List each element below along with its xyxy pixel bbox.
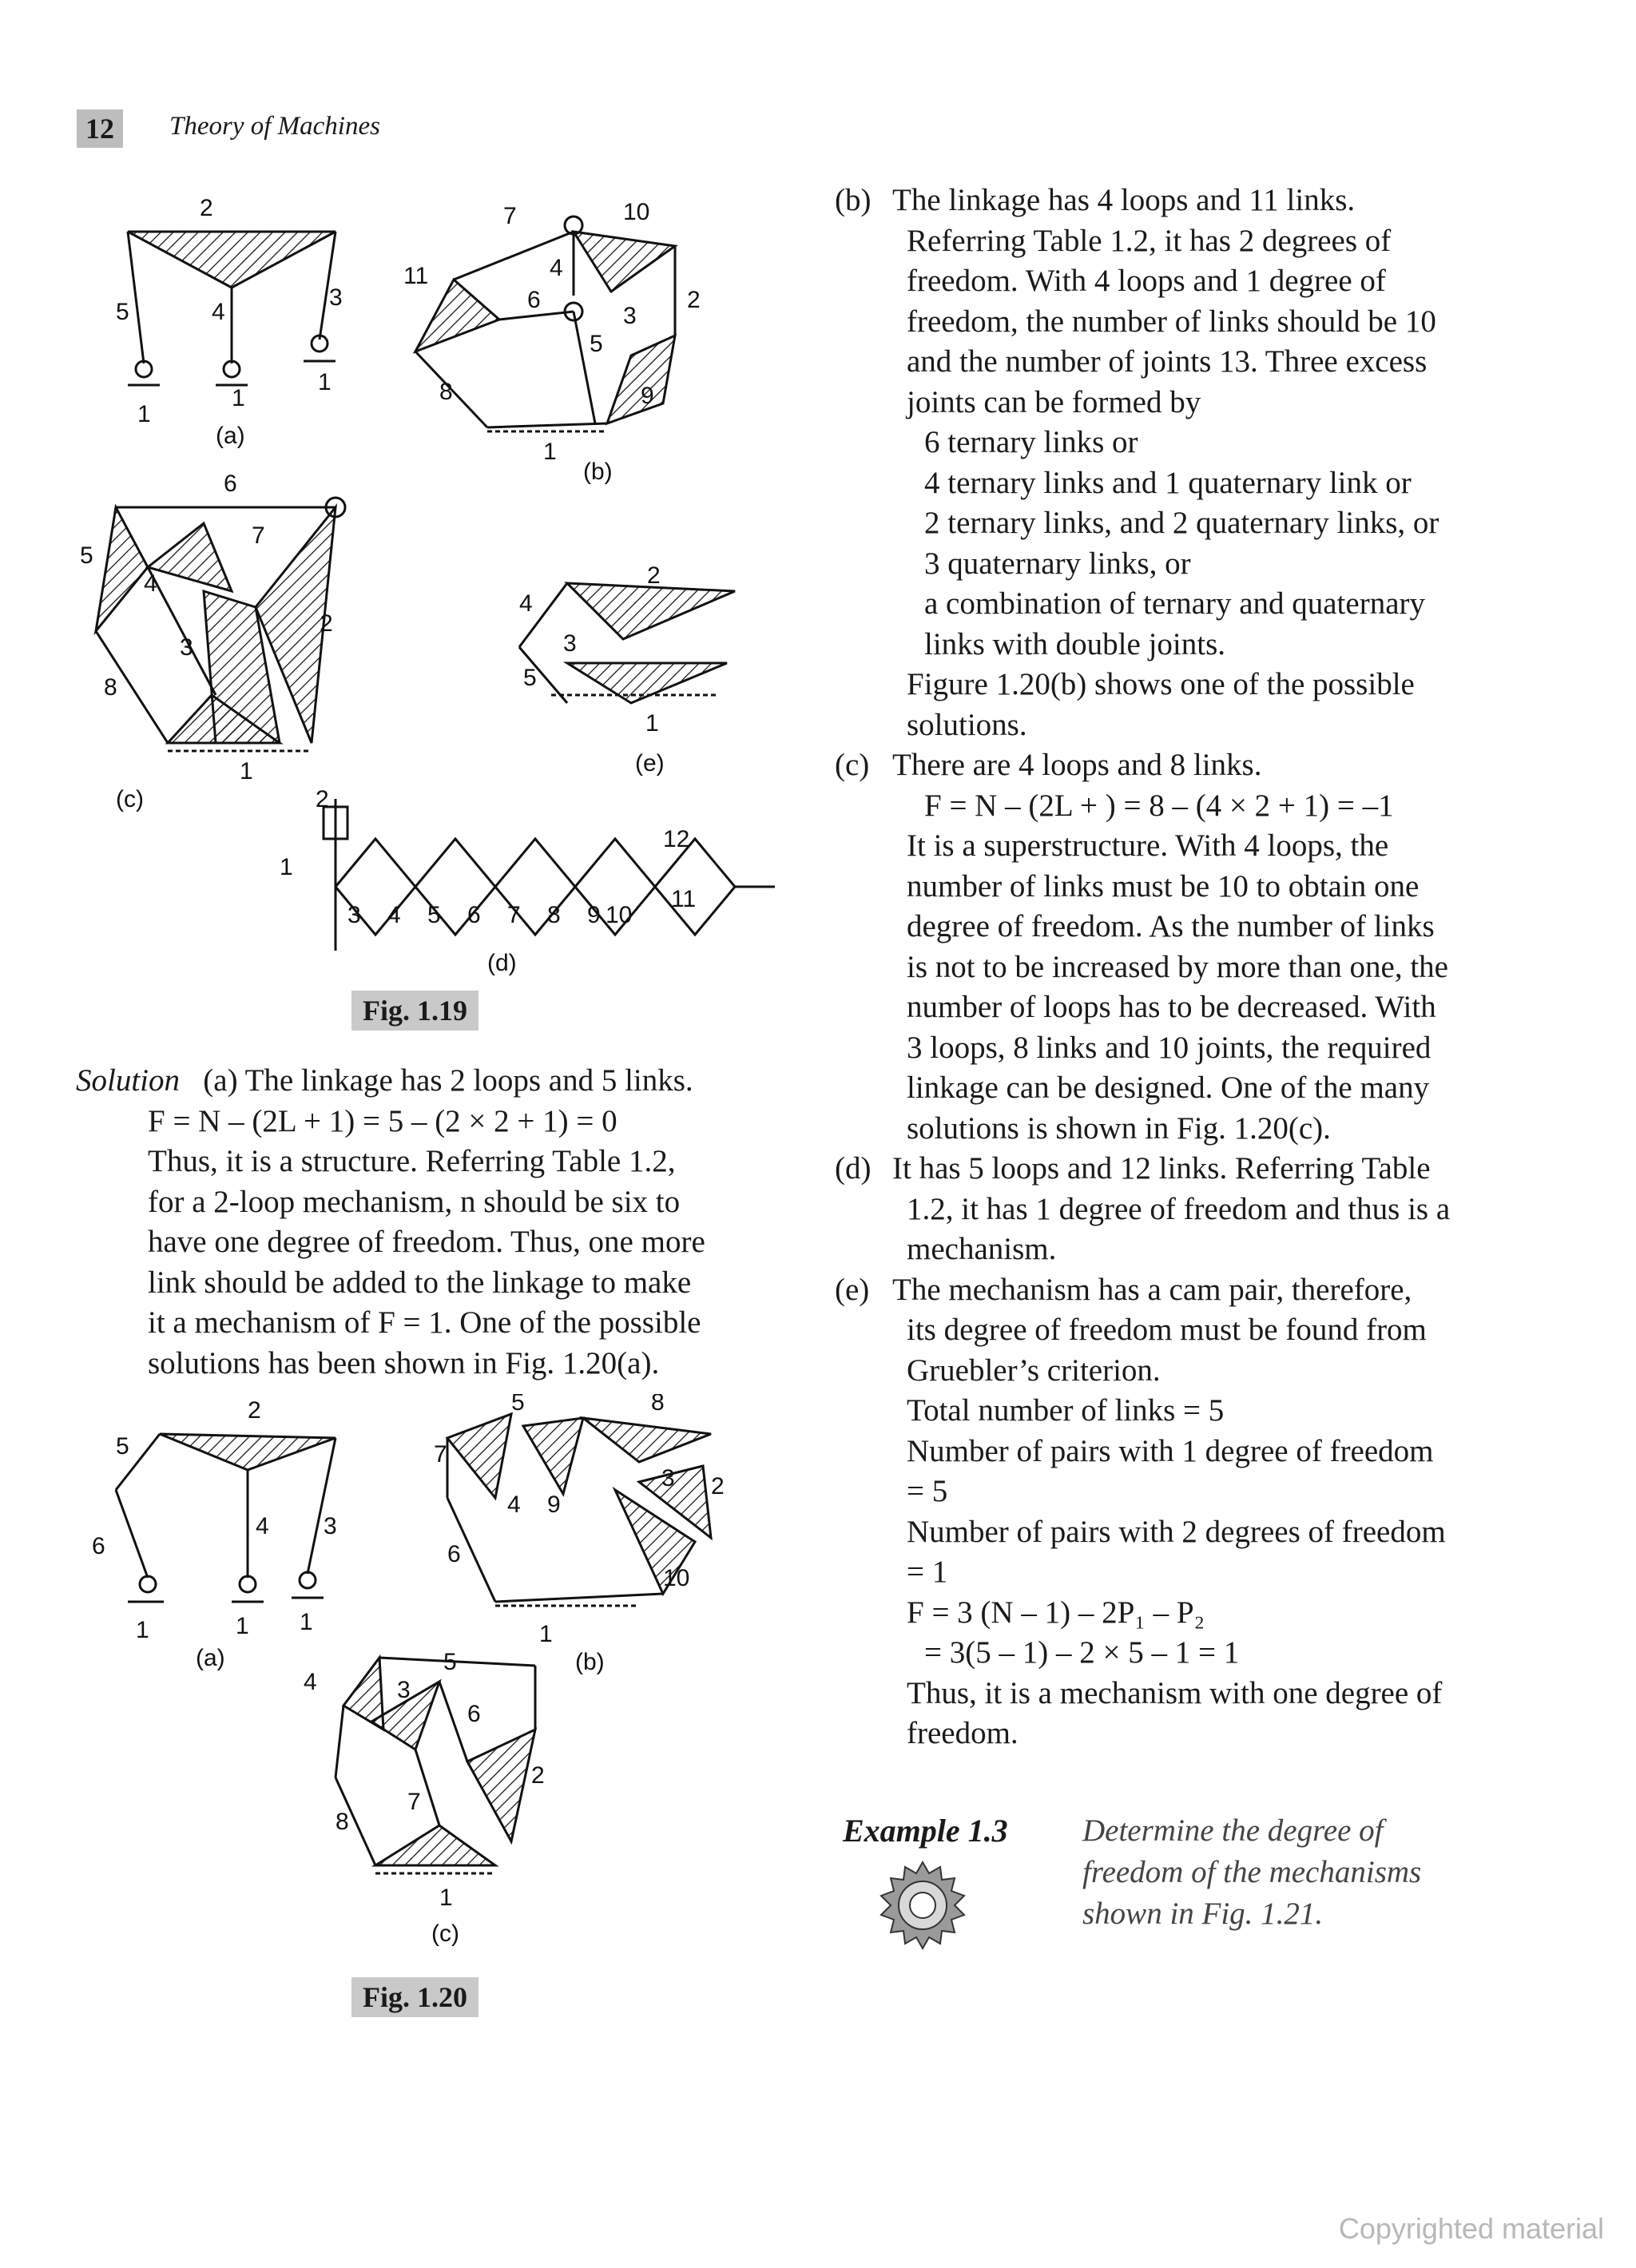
text-line: F = N – (2L + 1) = 5 – (2 × 2 + 1) = 0 xyxy=(148,1103,617,1138)
text-line: It is a superstructure. With 4 loops, the xyxy=(907,828,1389,863)
fig120-label: 10 xyxy=(663,1565,690,1591)
fig120-label: 5 xyxy=(116,1433,129,1460)
fig119-label: 2 xyxy=(200,195,213,221)
fig119-label: 8 xyxy=(439,379,453,405)
text-line: linkage can be designed. One of the many xyxy=(907,1070,1430,1105)
fig120-label: 8 xyxy=(651,1394,665,1416)
figure-1-20-diagrams xyxy=(80,1394,767,1953)
fig120-label: 1 xyxy=(300,1609,313,1635)
fig120-label: 2 xyxy=(531,1762,545,1789)
text-line: F = 3 (N – 1) – 2P₁ – P₂ xyxy=(907,1595,1205,1630)
text-line: = 1 xyxy=(907,1555,948,1589)
fig119-label: 5 xyxy=(590,331,603,357)
text-line: freedom. xyxy=(907,1716,1019,1750)
text-line: links with double joints. xyxy=(924,626,1226,661)
fig120-label: 3 xyxy=(324,1513,337,1539)
text-line: Figure 1.20(b) shows one of the possible xyxy=(907,667,1415,701)
fig119-label: 3 xyxy=(329,284,343,311)
fig120-label: 4 xyxy=(256,1513,269,1539)
fig119-label: 6 xyxy=(527,287,541,313)
text-line: freedom, the number of links should be 10 xyxy=(907,304,1436,339)
page-number: 12 xyxy=(77,109,123,148)
fig119-label: 4 xyxy=(144,570,157,597)
fig119-label: 4 xyxy=(212,299,225,325)
item-label: (b) xyxy=(835,183,872,217)
fig119-label: 5 xyxy=(523,665,537,691)
text-line: link should be added to the linkage to make xyxy=(148,1265,692,1300)
text-line: Thus, it is a structure. Referring Table 1.2, xyxy=(148,1144,676,1178)
fig119-label: 3 xyxy=(180,634,193,661)
fig119-label: 5 xyxy=(427,902,441,928)
text-line: 2 ternary links, and 2 quaternary links, or xyxy=(924,506,1439,540)
fig120-label: (a) xyxy=(196,1645,225,1671)
text-line: 6 ternary links or xyxy=(924,425,1138,459)
fig120-label: (c) xyxy=(431,1920,459,1947)
fig119-label: (d) xyxy=(487,950,517,976)
text-line: Gruebler’s criterion. xyxy=(907,1352,1161,1388)
fig120-label: 6 xyxy=(92,1533,105,1559)
fig119-label: 11 xyxy=(671,886,697,912)
fig120-label: 1 xyxy=(236,1613,249,1639)
fig119-label: 5 xyxy=(80,542,93,569)
fig120-label: 1 xyxy=(136,1617,149,1643)
fig119-label: 9 xyxy=(641,383,654,409)
text-line: a combination of ternary and quaternary xyxy=(924,586,1425,621)
text-line: shown in Fig. 1.21. xyxy=(1082,1897,1324,1931)
fig119-label: 8 xyxy=(104,674,117,701)
text-line: It has 5 loops and 12 links. Referring Table xyxy=(892,1151,1431,1186)
text-line: solutions is shown in Fig. 1.20(c). xyxy=(907,1110,1331,1146)
fig119-label: 1 xyxy=(137,401,151,427)
fig119-label: 7 xyxy=(252,522,265,549)
fig120-label: (b) xyxy=(575,1649,605,1675)
text-line: Number of pairs with 2 degrees of freedom xyxy=(907,1514,1446,1549)
fig120-label: 1 xyxy=(439,1885,453,1911)
text-line: freedom of the mechanisms xyxy=(1082,1855,1422,1889)
text-line: its degree of freedom must be found from xyxy=(907,1313,1427,1347)
fig119-label: 2 xyxy=(316,786,329,812)
fig119-label: 6 xyxy=(224,471,237,497)
fig119-label: 6 xyxy=(467,902,481,928)
item-label: (d) xyxy=(835,1151,872,1186)
item-label: (c) xyxy=(835,748,870,782)
text-line: mechanism. xyxy=(907,1232,1057,1266)
fig119-label: 2 xyxy=(647,562,661,589)
text-line: F = N – (2L + ) = 8 – (4 × 2 + 1) = –1 xyxy=(924,788,1394,823)
fig119-label: 4 xyxy=(550,255,563,281)
text-line: and the number of joints 13. Three excess xyxy=(907,344,1428,379)
solution-a xyxy=(76,1061,787,1384)
fig120-label: 7 xyxy=(407,1789,421,1815)
text-line: Determine the degree of xyxy=(1082,1813,1384,1848)
text-line: Total number of links = 5 xyxy=(907,1393,1225,1428)
fig119-label: 3 xyxy=(563,630,577,657)
fig119-label: (e) xyxy=(635,750,665,777)
fig120-label: 5 xyxy=(511,1394,525,1416)
text-line: (a) The linkage has 2 loops and 5 links. xyxy=(203,1063,693,1098)
fig120-label: 4 xyxy=(507,1491,521,1518)
text-line: solutions. xyxy=(907,707,1027,742)
running-title: Theory of Machines xyxy=(169,112,380,141)
text-line: Thus, it is a mechanism with one degree of xyxy=(907,1675,1443,1710)
text-line: = 5 xyxy=(907,1474,948,1508)
fig119-label: (a) xyxy=(216,423,245,449)
fig120-label: 8 xyxy=(336,1809,349,1835)
right-column xyxy=(835,181,1514,1754)
example-text xyxy=(1082,1810,1514,1935)
text-line: 3 quaternary links, or xyxy=(924,546,1191,581)
fig120-label: 2 xyxy=(711,1473,725,1499)
text-line: 3 loops, 8 links and 10 joints, the required xyxy=(907,1030,1432,1065)
text-line: freedom. With 4 loops and 1 degree of xyxy=(907,264,1386,298)
text-line: it a mechanism of F = 1. One of the possible xyxy=(148,1305,701,1340)
fig119-label: 1 xyxy=(318,369,332,395)
fig119-label: 8 xyxy=(547,902,561,928)
text-line: is not to be increased by more than one, the xyxy=(907,949,1448,984)
fig119-label: 10 xyxy=(623,199,650,225)
fig120-label: 9 xyxy=(547,1491,561,1518)
fig119-label: 2 xyxy=(320,610,333,637)
fig119-label: 7 xyxy=(507,902,521,928)
text-line: degree of freedom. As the number of links xyxy=(907,909,1435,943)
text-line: Number of pairs with 1 degree of freedom xyxy=(907,1433,1434,1468)
text-line: The linkage has 4 loops and 11 links. xyxy=(892,183,1356,217)
fig120-label: 5 xyxy=(443,1649,457,1675)
fig119-label: 7 xyxy=(503,203,517,229)
text-line: for a 2-loop mechanism, n should be six to xyxy=(148,1184,681,1219)
example-label: Example 1.3 xyxy=(843,1813,1008,1849)
fig119-label: 9 xyxy=(587,902,601,928)
fig119-label: 11 xyxy=(403,263,429,289)
fig120-label: 6 xyxy=(447,1541,461,1567)
fig119-label: 5 xyxy=(116,299,129,325)
text-line: There are 4 loops and 8 links. xyxy=(892,748,1262,782)
fig119-label: 4 xyxy=(387,902,401,928)
fig119-label: 3 xyxy=(347,902,361,928)
text-line: solutions has been shown in Fig. 1.20(a). xyxy=(148,1345,660,1380)
copyright-notice: Copyrighted material xyxy=(1338,2212,1604,2245)
fig119-label: 1 xyxy=(645,710,659,737)
fig119-label: 1 xyxy=(543,439,557,465)
text-line: 1.2, it has 1 degree of freedom and thus is a xyxy=(907,1191,1451,1226)
text-line: have one degree of freedom. Thus, one more xyxy=(148,1225,705,1259)
fig120-label: 1 xyxy=(539,1621,553,1647)
fig119-label: (b) xyxy=(583,459,613,485)
solution-heading: Solution xyxy=(76,1063,181,1098)
fig119-label: 2 xyxy=(687,287,701,313)
text-line: Referring Table 1.2, it has 2 degrees of xyxy=(907,223,1392,258)
fig120-label: 3 xyxy=(397,1677,411,1703)
figure-1-19-caption: Fig. 1.19 xyxy=(351,991,478,1031)
fig119-label: 10 xyxy=(606,902,633,928)
fig119-label: 1 xyxy=(280,854,293,880)
fig119-label: 1 xyxy=(232,385,245,411)
gear-icon xyxy=(875,1857,971,1953)
figure-1-20-caption: Fig. 1.20 xyxy=(351,1977,478,2017)
fig119-label: 1 xyxy=(240,758,253,784)
text-line: = 3(5 – 1) – 2 × 5 – 1 = 1 xyxy=(924,1635,1240,1670)
fig120-label: 3 xyxy=(661,1465,675,1491)
fig120-label: 6 xyxy=(467,1701,481,1727)
fig119-label: 12 xyxy=(663,826,690,852)
fig120-label: 4 xyxy=(304,1669,317,1695)
fig119-label: 4 xyxy=(519,590,533,617)
text-line: number of links must be 10 to obtain one xyxy=(907,868,1420,904)
text-line: joints can be formed by xyxy=(907,384,1201,419)
fig120-label: 2 xyxy=(248,1397,261,1424)
fig120-label: 7 xyxy=(434,1441,447,1468)
text-line: number of loops has to be decreased. With xyxy=(907,990,1436,1024)
text-line: 4 ternary links and 1 quaternary link or xyxy=(924,465,1412,500)
text-line: The mechanism has a cam pair, therefore, xyxy=(892,1272,1412,1307)
item-label: (e) xyxy=(835,1272,870,1307)
figure-1-19-diagrams xyxy=(72,184,775,1007)
fig119-label: 3 xyxy=(623,303,637,329)
fig119-label: (c) xyxy=(116,786,144,812)
